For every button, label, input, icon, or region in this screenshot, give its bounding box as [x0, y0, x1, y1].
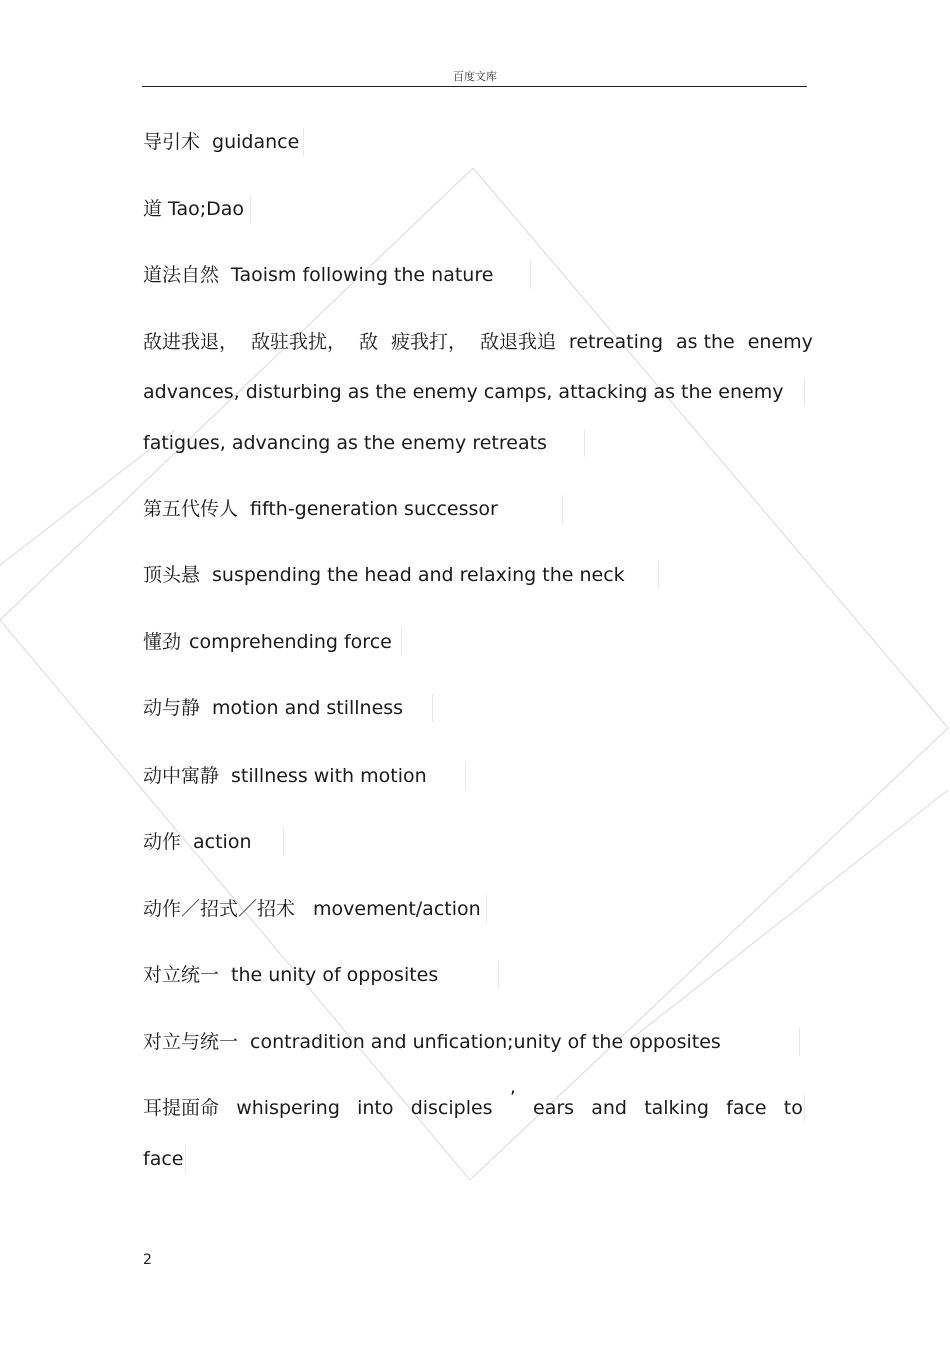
text-box-edge: [658, 561, 659, 589]
entry-english: Tao;Dao: [168, 198, 245, 220]
entry-word: 疲我打，: [390, 331, 467, 353]
entry-word: face: [726, 1097, 767, 1119]
text-box-edge: [303, 128, 304, 156]
entry-english: the unity of opposites: [231, 964, 439, 986]
entry-word: into: [357, 1097, 394, 1119]
glossary-entry: [143, 563, 625, 587]
entry-chinese: 懂劲: [143, 631, 182, 653]
glossary-entry: [143, 497, 498, 521]
page-number: 2: [143, 1252, 152, 1268]
text-box-edge: [283, 828, 284, 856]
entry-word: 耳提面命: [143, 1097, 220, 1119]
entry-word: 敌进我退，: [143, 331, 239, 353]
entry-word: ’: [509, 1087, 516, 1109]
entry-word: disciples: [410, 1097, 493, 1119]
text-box-edge: [432, 694, 433, 722]
text-box-edge: [401, 628, 402, 656]
entry-english: movement/action: [313, 898, 481, 920]
entry-word: talking: [644, 1097, 709, 1119]
entry-english: Taoism following the nature: [231, 264, 494, 286]
text-box-edge: [799, 1028, 800, 1056]
glossary-entry: [143, 630, 392, 654]
entry-english: guidance: [212, 131, 300, 153]
entry-word: as the: [675, 331, 735, 353]
entry-word: enemy: [747, 331, 813, 353]
text-box-edge: [804, 1094, 805, 1122]
text-box-edge: [584, 429, 585, 457]
entry-word: and: [591, 1097, 627, 1119]
text-box-edge: [250, 195, 251, 223]
glossary-entry-line: [143, 1087, 803, 1120]
entry-chinese: 动与静: [143, 697, 201, 719]
entry-english: motion and stillness: [212, 697, 404, 719]
entry-chinese: 对立与统一: [143, 1031, 239, 1053]
entry-word: whispering: [236, 1097, 340, 1119]
text-box-edge: [804, 378, 805, 406]
entry-english: comprehending force: [189, 631, 392, 653]
entry-english: fifth-generation successor: [250, 498, 498, 520]
glossary-entry: [143, 130, 299, 154]
header-divider: [142, 86, 807, 87]
entry-english: contradition and unfication;unity of the opposites: [250, 1031, 721, 1053]
entry-english: suspending the head and relaxing the neck: [212, 564, 625, 586]
glossary-entry: [143, 963, 438, 987]
glossary-entry-line: [143, 330, 813, 354]
glossary-entry: [143, 830, 252, 854]
glossary-entry: [143, 897, 481, 921]
entry-english: stillness with motion: [231, 765, 427, 787]
glossary-entry: [143, 1030, 721, 1054]
entry-word: 敌: [358, 331, 378, 353]
entry-chinese: 动中寓静: [143, 765, 220, 787]
text-box-edge: [486, 895, 487, 923]
entry-chinese: 第五代传人: [143, 498, 239, 520]
entry-chinese: 对立统一: [143, 964, 220, 986]
entry-chinese: 动作: [143, 831, 182, 853]
entry-chinese: 动作／招式／招术: [143, 898, 296, 920]
glossary-entry-line: fatigues, advancing as the enemy retreats: [143, 432, 547, 454]
text-box-edge: [498, 961, 499, 989]
entry-chinese: 顶头悬: [143, 564, 201, 586]
entry-word: retreating: [568, 331, 664, 353]
header-title: 百度文库: [453, 70, 497, 83]
text-box-edge: [185, 1145, 186, 1173]
entry-chinese: 道法自然: [143, 264, 220, 286]
entry-word: 敌退我追: [479, 331, 556, 353]
glossary-entry-line: advances, disturbing as the enemy camps, attacking as the enemy: [143, 381, 784, 403]
glossary-entry: [143, 696, 403, 720]
text-box-edge: [562, 495, 563, 523]
entry-english: action: [193, 831, 252, 853]
text-box-edge: [465, 762, 466, 790]
text-box-edge: [530, 261, 531, 289]
entry-word: 敌驻我扰，: [250, 331, 346, 353]
entry-word: ears: [533, 1097, 575, 1119]
glossary-entry-line: face: [143, 1148, 184, 1170]
entry-chinese: 导引术: [143, 131, 201, 153]
glossary-entry: [143, 197, 244, 221]
glossary-entry: [143, 764, 427, 788]
entry-chinese: 道: [143, 198, 163, 220]
entry-word: to: [783, 1097, 803, 1119]
glossary-entry: [143, 263, 493, 287]
